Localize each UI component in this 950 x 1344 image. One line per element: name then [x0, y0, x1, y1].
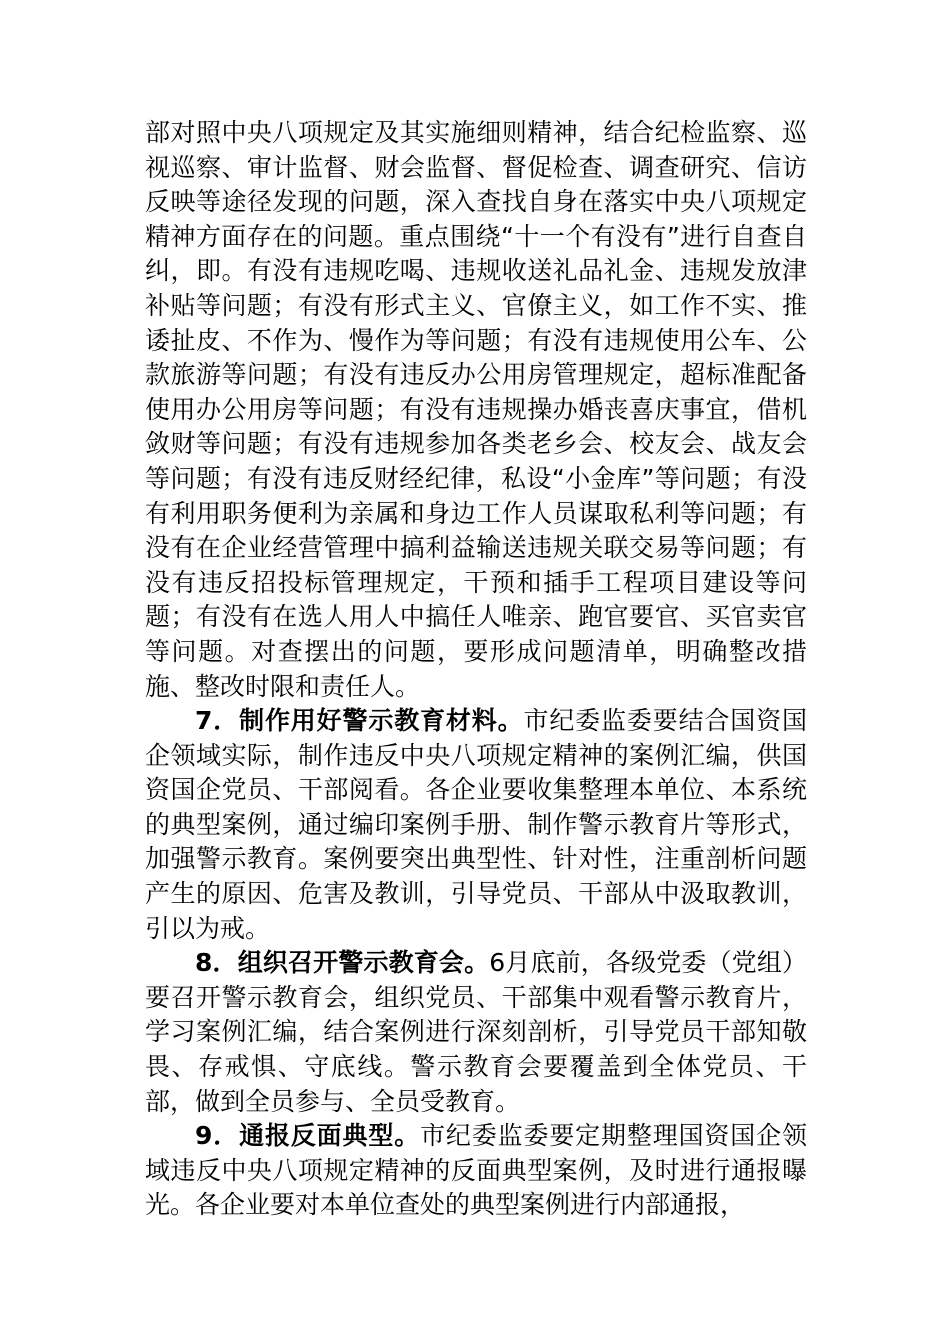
paragraph-text: 市纪委监委要定期整理国资国企领域违反中央八项规定精神的反面典型案例，及时进行通报曝光。各企业要对本单位查处的典型案例进行内部通报， [145, 1121, 807, 1220]
item-number: 7． [195, 706, 240, 736]
paragraph-1 [145, 116, 807, 704]
paragraph-text: 6月底前，各级党委（党组）要召开警示教育会，组织党员、干部集中观看警示教育片，学习案例汇编，结合案例进行深刻剖析，引导党员干部知敬畏、存戒惧、守底线。警示教育会要覆盖到全体党员、干部，做到全员参与、全员受教育。 [145, 948, 807, 1116]
item-number: 9． [195, 1121, 240, 1151]
paragraph-8 [145, 946, 807, 1119]
document-body [145, 116, 807, 1223]
paragraph-9 [145, 1119, 807, 1223]
paragraph-text: 部对照中央八项规定及其实施细则精神，结合纪检监察、巡视巡察、审计监督、财会监督、督促检查、调查研究、信访反映等途径发现的问题，深入查找自身在落实中央八项规定精神方面存在的问题。重点围绕“十一个有没有”进行自查自纠，即。有没有违规吃喝、违规收送礼品礼金、违规发放津补贴等问题；有没有形式主义、官僚主义，如工作不实、推诿扯皮、不作为、慢作为等问题；有没有违规使用公车、公款旅游等问题；有没有违反办公用房管理规定，超标准配备使用办公用房等问题；有没有违规操办婚丧喜庆事宜，借机敛财等问题；有没有违规参加各类老乡会、校友会、战友会等问题；有没有违反财经纪律，私设“小金库”等问题；有没有利用职务便利为亲属和身边工作人员谋取私利等问题；有没有在企业经营管理中搞利益输送违规关联交易等问题；有没有违反招投标管理规定，干预和插手工程项目建设等问题；有没有在选人用人中搞任人唯亲、跑官要官、买官卖官等问题。对查摆出的问题，要形成问题清单，明确整改措施、整改时限和责任人。 [145, 118, 807, 701]
item-heading: 制作用好警示教育材料。 [239, 706, 524, 736]
item-heading: 通报反面典型。 [239, 1121, 421, 1151]
paragraph-7 [145, 704, 807, 946]
item-number: 8． [195, 948, 238, 978]
paragraph-text: 市纪委监委要结合国资国企领域实际，制作违反中央八项规定精神的案例汇编，供国资国企党员、干部阅看。各企业要收集整理本单位、本系统的典型案例，通过编印案例手册、制作警示教育片等形式，加强警示教育。案例要突出典型性、针对性，注重剖析问题产生的原因、危害及教训，引导党员、干部从中汲取教训，引以为戒。 [145, 706, 807, 943]
item-heading: 组织召开警示教育会。 [237, 948, 490, 978]
